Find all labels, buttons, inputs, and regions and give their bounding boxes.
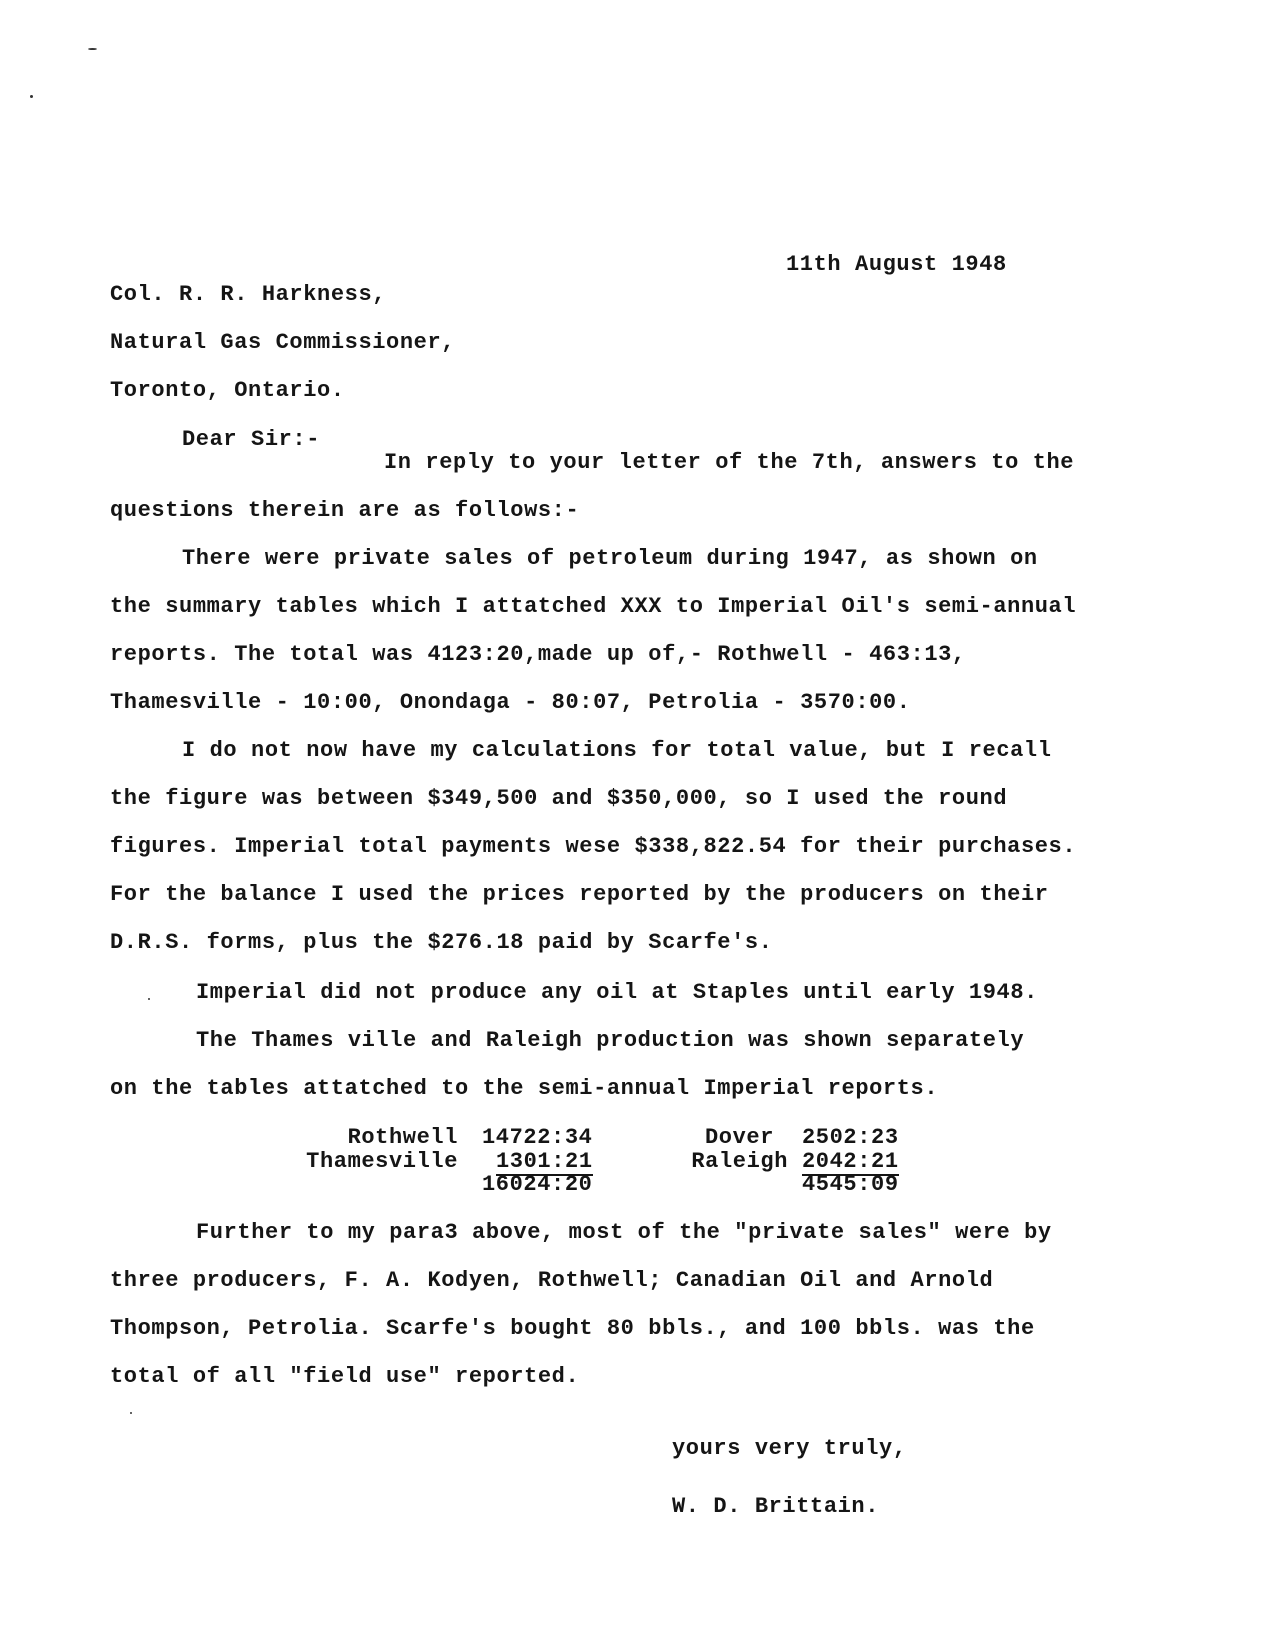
closing-line: total of all "field use" reported. xyxy=(110,1364,580,1389)
table-total: 4545:09 xyxy=(802,1172,899,1197)
recipient-location: Toronto, Ontario. xyxy=(110,378,345,403)
valediction: yours very truly, xyxy=(672,1436,907,1461)
letter-date: 11th August 1948 xyxy=(786,252,1007,277)
closing-line: Further to my para3 above, most of the "private sales" were by xyxy=(196,1220,1052,1245)
signature: W. D. Brittain. xyxy=(672,1494,880,1519)
body-line: Thamesville - 10:00, Onondaga - 80:07, Petrolia - 3570:00. xyxy=(110,690,911,715)
table-row-name: Rothwell xyxy=(347,1125,458,1150)
body-line: the figure was between $349,500 and $350,000, so I used the round xyxy=(110,786,1008,811)
table-row-name: Raleigh xyxy=(691,1149,788,1174)
body-line: In reply to your letter of the 7th, answers to the xyxy=(384,450,1075,475)
scan-speck xyxy=(148,998,150,1000)
table-row-value: 2502:23 xyxy=(802,1125,899,1150)
table-row-name: Thamesville xyxy=(306,1149,458,1174)
body-line: For the balance I used the prices reported by the producers on their xyxy=(110,882,1049,907)
body-line: reports. The total was 4123:20,made up of,- Rothwell - 463:13, xyxy=(110,642,966,667)
body-line: The Thames ville and Raleigh production was shown separately xyxy=(196,1028,1025,1053)
closing-line: Thompson, Petrolia. Scarfe's bought 80 bbls., and 100 bbls. was the xyxy=(110,1316,1035,1341)
table-row-name: Dover xyxy=(704,1125,774,1150)
body-line: D.R.S. forms, plus the $276.18 paid by Scarfe's. xyxy=(110,930,773,955)
table-row-value: 2042:21 xyxy=(802,1149,899,1174)
body-line: figures. Imperial total payments wese $338,822.54 for their purchases. xyxy=(110,834,1077,859)
body-line: I do not now have my calculations for total value, but I recall xyxy=(182,738,1052,763)
body-line: on the tables attatched to the semi-annual Imperial reports. xyxy=(110,1076,939,1101)
closing-line: three producers, F. A. Kodyen, Rothwell; Canadian Oil and Arnold xyxy=(110,1268,994,1293)
recipient-name: Col. R. R. Harkness, xyxy=(110,282,387,307)
body-line: questions therein are as follows:- xyxy=(110,498,580,523)
body-line: Imperial did not produce any oil at Staples until early 1948. xyxy=(196,980,1038,1005)
scan-speck xyxy=(130,1412,132,1414)
scan-speck xyxy=(88,48,97,50)
body-line: the summary tables which I attatched XXX to Imperial Oil's semi-annual xyxy=(110,594,1077,619)
salutation: Dear Sir:- xyxy=(182,427,321,452)
table-total: 16024:20 xyxy=(482,1172,593,1197)
table-row-value: 14722:34 xyxy=(482,1125,593,1150)
body-line: There were private sales of petroleum during 1947, as shown on xyxy=(182,546,1038,571)
recipient-title: Natural Gas Commissioner, xyxy=(110,330,456,355)
scan-speck xyxy=(30,95,33,98)
table-row-value: 1301:21 xyxy=(496,1149,593,1174)
